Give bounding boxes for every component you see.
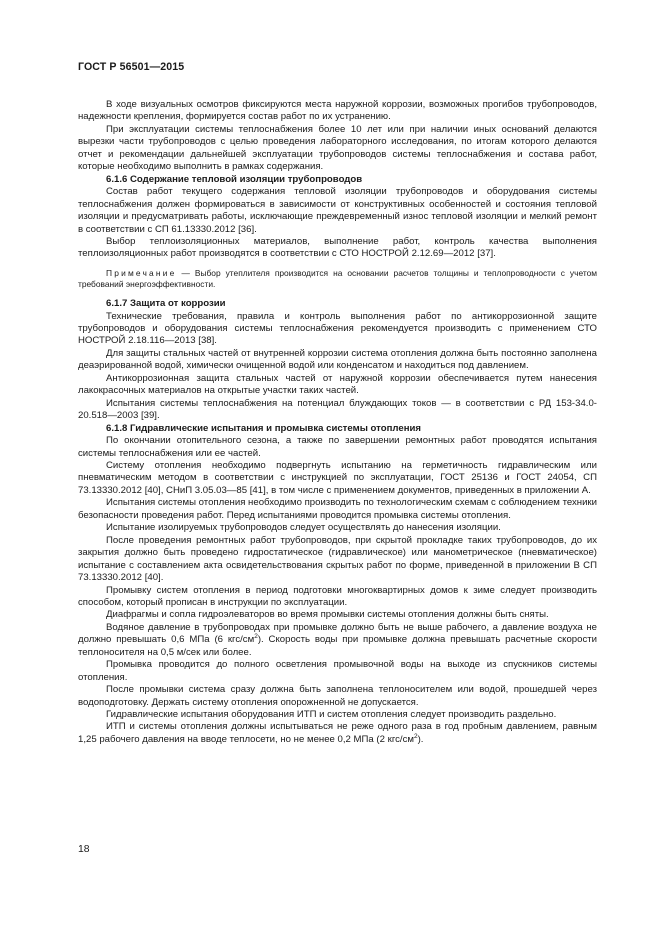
superscript: 2 bbox=[413, 732, 418, 740]
superscript: 2 bbox=[254, 633, 258, 641]
paragraph: Испытания системы отопления необходимо производить по технологическим схемам с соблюдением техники безопасности проведения работ. Перед испытаниями проводится промывка системы отопления. bbox=[78, 497, 597, 521]
paragraph: Испытания системы теплоснабжения на потенциал блуждающих токов — в соответствии с РД 153-34.0-20.518—2003 [39]. bbox=[78, 397, 597, 422]
paragraph: Состав работ текущего содержания тепловой изоляции трубопроводов и оборудования системы теплоснабжения должен формироваться в зависимости от конструктивных особенностей и состояния тепловой изоляции и предусматривать работы, исключающие преждевременный износ тепловой изоляции и мелкий ремонт в соответствии с СП 61.13330.2012 [36]. bbox=[78, 186, 597, 235]
paragraph: В ходе визуальных осмотров фиксируются места наружной коррозии, возможных прогибов трубопроводов, надежности крепления, формируется состав работ по их устранению. bbox=[78, 99, 597, 123]
paragraph: Гидравлические испытания оборудования ИТП и систем отопления следует производить раздельно. bbox=[106, 709, 557, 721]
text-fragment: ). bbox=[417, 733, 424, 745]
document-header: ГОСТ Р 56501—2015 bbox=[78, 61, 185, 73]
document-body bbox=[78, 93, 597, 746]
paragraph: По окончании отопительного сезона, а также по завершении ремонтных работ проводятся испытания системы теплоснабжения или ее частей. bbox=[78, 435, 597, 459]
text-fragment: Водяное давление в трубопроводах при промывке должно быть не выше рабочего, а давление воздуха не должно превышать 0,6 МПа (6 кгс/см bbox=[78, 621, 597, 646]
text-fragment: ИТП и системы отопления должны испытываться не реже одного раза в год пробным давлением, равным 1,25 рабочего давления на вводе теплосети, но не менее 0,2 МПа (2 кгс/см bbox=[78, 721, 597, 745]
text-fragment: ). Скорость воды при промывке должна превышать расчетные скорости теплоносителя на 0,5 м/сек или более. bbox=[78, 634, 597, 658]
paragraph: После промывки система сразу должна быть заполнена теплоносителем или водой, прошедшей через водоподготовку. Держать систему отопления опорожненной не допускается. bbox=[78, 684, 597, 708]
paragraph: После проведения ремонтных работ трубопроводов, при скрытой прокладке таких трубопроводов, до их закрытия должно быть проведено гидростатическое (гидравлическое) или манометрическое (пневматическое) испытание с составлением акта освидетельствования скрытых работ по форме, приведенной в приложении В СП 73.13330.2012 [40]. bbox=[78, 534, 597, 584]
paragraph: Выбор теплоизоляционных материалов, выполнение работ, контроль качества выполнения теплоизоляционных работ производятся в соответствии с СТО НОСТРОЙ 2.12.69—2012 [37]. bbox=[78, 235, 597, 260]
section-heading-6-1-6: 6.1.6 Содержание тепловой изоляции трубопроводов bbox=[106, 173, 363, 185]
note-label: Примечание bbox=[106, 267, 177, 278]
paragraph-itp-pressure bbox=[78, 721, 597, 746]
section-heading-6-1-8: 6.1.8 Гидравлические испытания и промывка системы отопления bbox=[106, 422, 421, 434]
section-heading-6-1-7: 6.1.7 Защита от коррозии bbox=[106, 298, 226, 310]
paragraph: Испытание изолируемых трубопроводов следует осуществлять до нанесения изоляции. bbox=[106, 522, 501, 534]
paragraph: Промывка проводится до полного осветления промывочной воды на выходе из спускников системы отопления. bbox=[78, 659, 597, 683]
paragraph: Технические требования, правила и контроль выполнения работ по антикоррозионной защите трубопроводов и оборудования системы теплоснабжения рекомендуется производить с применением СТО НОСТРОЙ 2.18.116—2013 [38]. bbox=[78, 310, 597, 347]
paragraph: При эксплуатации системы теплоснабжения более 10 лет или при наличии иных оснований делаются вырезки части трубопроводов с целью проведения лабораторного исследования, по итогам которого делаются отчет и рекомендации дальнейшей эксплуатации трубопроводов системы теплоснабжения и состава работ, которые необходимо выполнить в рамках содержания. bbox=[78, 123, 597, 173]
paragraph: Для защиты стальных частей от внутренней коррозии система отопления должна быть постоянно заполнена деаэрированной водой, химически очищенной водой или конденсатом и находиться под давлением. bbox=[78, 347, 597, 372]
paragraph: Промывку систем отопления в период подготовки многоквартирных домов к зиме следует производить способом, который прописан в инструкции по эксплуатации. bbox=[78, 584, 597, 608]
page-number: 18 bbox=[78, 844, 90, 855]
note bbox=[78, 268, 597, 291]
paragraph: Диафрагмы и сопла гидроэлеваторов во время промывки системы отопления должны быть сняты. bbox=[106, 609, 549, 621]
note-text: — Выбор утеплителя производится на основании расчетов толщины и теплопроводности с учетом требований энергоэффективности. bbox=[78, 267, 597, 290]
paragraph: Систему отопления необходимо подвергнуть испытанию на герметичность гидравлическим или пневматическим методом в соответствии с инструкцией по эксплуатации, ГОСТ 25136 и ГОСТ 24054, СП 73.13330.2012 [40], СНиП 3.05.03—85 [41], в том числе с применением документов, приведенных в приложении А. bbox=[78, 459, 597, 496]
paragraph: Антикоррозионная защита стальных частей от наружной коррозии обеспечивается путем нанесения лакокрасочных материалов на открытые участки таких частей. bbox=[78, 372, 597, 397]
paragraph-water-pressure bbox=[78, 622, 597, 659]
